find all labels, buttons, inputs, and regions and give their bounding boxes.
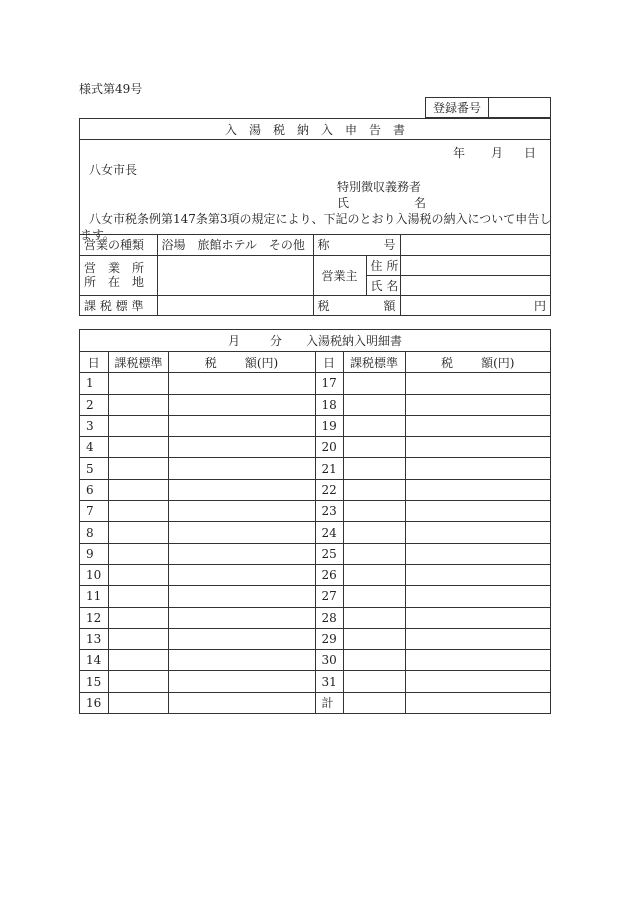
business-name-label xyxy=(313,235,400,255)
tax-amount-input-right[interactable] xyxy=(405,501,550,522)
tax-amount-input-left[interactable] xyxy=(168,415,315,436)
tax-amount-input-right[interactable] xyxy=(405,650,550,671)
table-row xyxy=(80,650,550,671)
owner-address-field[interactable] xyxy=(400,255,550,275)
tax-base-input-left[interactable] xyxy=(108,501,168,522)
tax-amount-input-right[interactable] xyxy=(405,479,550,500)
header-tax-amount-right xyxy=(405,352,550,373)
tax-amount-input-right[interactable] xyxy=(405,564,550,585)
owner-label: 営業主 xyxy=(313,255,366,295)
business-location-line-2: 所 在 地 xyxy=(84,275,145,289)
year-label: 年 xyxy=(453,146,466,160)
tax-amount-input-right[interactable] xyxy=(405,437,550,458)
day-right: 計 xyxy=(315,692,343,713)
tax-amount-label-left: 税 xyxy=(317,299,330,314)
tax-amount-input-right[interactable] xyxy=(405,373,550,394)
day-left: 5 xyxy=(80,458,108,479)
day-left: 2 xyxy=(80,394,108,415)
day-right: 30 xyxy=(315,650,343,671)
day-left: 15 xyxy=(80,671,108,692)
day-right: 24 xyxy=(315,522,343,543)
table-row xyxy=(80,415,550,436)
declaration-title: 入 湯 税 納 入 申 告 書 xyxy=(80,119,550,140)
declaration-header xyxy=(80,140,552,242)
tax-amount-input-left[interactable] xyxy=(168,607,315,628)
day-left: 7 xyxy=(80,501,108,522)
tax-amount-input-left[interactable] xyxy=(168,564,315,585)
tax-base-input-right[interactable] xyxy=(343,437,405,458)
tax-base-input-right[interactable] xyxy=(343,501,405,522)
tax-base-input-right[interactable] xyxy=(343,586,405,607)
tax-base-input-left[interactable] xyxy=(108,458,168,479)
tax-base-input-left[interactable] xyxy=(108,564,168,585)
tax-amount-input-left[interactable] xyxy=(168,628,315,649)
owner-address-label: 住 所 xyxy=(366,255,400,275)
tax-base-input-right[interactable] xyxy=(343,522,405,543)
tax-base-input-left[interactable] xyxy=(108,650,168,671)
day-left: 1 xyxy=(80,373,108,394)
tax-amount-input-left[interactable] xyxy=(168,501,315,522)
tax-amount-label xyxy=(313,295,400,316)
tax-amount-input-left[interactable] xyxy=(168,437,315,458)
day-left: 12 xyxy=(80,607,108,628)
tax-amount-input-left[interactable] xyxy=(168,671,315,692)
header-tax-left-1: 税 xyxy=(204,355,217,370)
business-name-label-left: 称 xyxy=(317,238,330,253)
table-row xyxy=(80,479,550,500)
tax-amount-input-right[interactable] xyxy=(405,415,550,436)
business-name-label-right: 号 xyxy=(383,238,396,253)
tax-base-input-right[interactable] xyxy=(343,671,405,692)
table-row xyxy=(80,671,550,692)
owner-name-field[interactable] xyxy=(400,275,550,295)
table-row xyxy=(80,628,550,649)
tax-base-input-right[interactable] xyxy=(343,564,405,585)
day-right: 17 xyxy=(315,373,343,394)
tax-base-input-right[interactable] xyxy=(343,650,405,671)
tax-base-input-left[interactable] xyxy=(108,437,168,458)
daily-statement-title xyxy=(80,330,550,352)
addressee: 八女市長 xyxy=(89,163,138,177)
business-name-field[interactable] xyxy=(400,235,550,255)
day-left: 16 xyxy=(80,692,108,713)
tax-base-input-left[interactable] xyxy=(108,522,168,543)
tax-amount-input-right[interactable] xyxy=(405,586,550,607)
tax-base-input-right[interactable] xyxy=(343,458,405,479)
tax-amount-input-right[interactable] xyxy=(405,692,550,713)
business-type-options[interactable]: 浴場 旅館ホテル その他 xyxy=(157,235,313,255)
tax-base-label: 課 税 標 準 xyxy=(80,295,157,316)
tax-base-input-right[interactable] xyxy=(343,607,405,628)
daily-statement-table xyxy=(80,352,550,713)
obligor-label: 特別徴収義務者 xyxy=(337,180,422,194)
table-row xyxy=(80,373,550,394)
tax-base-input-right[interactable] xyxy=(343,543,405,564)
day-right: 23 xyxy=(315,501,343,522)
title-text: 入湯税納入明細書 xyxy=(306,334,403,348)
header-tax-base-left: 課税標準 xyxy=(108,352,168,373)
tax-base-input-left[interactable] xyxy=(108,586,168,607)
form-number: 様式第49号 xyxy=(79,82,143,96)
tax-base-input-right[interactable] xyxy=(343,373,405,394)
tax-base-input-left[interactable] xyxy=(108,543,168,564)
tax-amount-input-right[interactable] xyxy=(405,522,550,543)
table-row xyxy=(80,586,550,607)
table-row xyxy=(80,394,550,415)
statement-line-2: ます。 xyxy=(80,228,116,242)
business-info-table xyxy=(80,235,550,316)
tax-base-input-left[interactable] xyxy=(108,628,168,649)
table-row xyxy=(80,522,550,543)
table-row xyxy=(80,607,550,628)
tax-base-input-right[interactable] xyxy=(343,479,405,500)
tax-base-input-left[interactable] xyxy=(108,415,168,436)
header-day-left: 日 xyxy=(80,352,108,373)
tax-amount-input-left[interactable] xyxy=(168,458,315,479)
table-row xyxy=(80,543,550,564)
day-right: 27 xyxy=(315,586,343,607)
registration-number-field[interactable] xyxy=(489,98,550,117)
tax-amount-input-left[interactable] xyxy=(168,650,315,671)
tax-amount-input-left[interactable] xyxy=(168,692,315,713)
tax-base-input-right[interactable] xyxy=(343,394,405,415)
tax-base-field[interactable] xyxy=(157,295,313,316)
day-left: 6 xyxy=(80,479,108,500)
tax-amount-input-left[interactable] xyxy=(168,479,315,500)
day-right: 28 xyxy=(315,607,343,628)
tax-amount-field[interactable] xyxy=(400,295,550,316)
header-tax-right-2: 額(円) xyxy=(481,355,515,370)
day-left: 11 xyxy=(80,586,108,607)
header-tax-right-1: 税 xyxy=(441,355,454,370)
table-row xyxy=(80,692,550,713)
business-location-line-1: 営 業 所 xyxy=(84,261,145,275)
business-location-label xyxy=(80,255,157,295)
tax-base-input-left[interactable] xyxy=(108,671,168,692)
day-right: 25 xyxy=(315,543,343,564)
tax-base-input-left[interactable] xyxy=(108,692,168,713)
table-row xyxy=(80,458,550,479)
day-left: 8 xyxy=(80,522,108,543)
tax-amount-input-right[interactable] xyxy=(405,671,550,692)
header-tax-left-2: 額(円) xyxy=(244,355,279,370)
table-row xyxy=(80,437,550,458)
day-right: 26 xyxy=(315,564,343,585)
tax-amount-input-left[interactable] xyxy=(168,543,315,564)
statement-line-1: 八女市税条例第147条第3項の規定により、下記のとおり入湯税の納入について申告し xyxy=(89,212,552,226)
tax-base-input-right[interactable] xyxy=(343,628,405,649)
header-tax-amount-left xyxy=(168,352,315,373)
day-left: 13 xyxy=(80,628,108,649)
header-tax-base-right: 課税標準 xyxy=(343,352,405,373)
tax-base-input-right[interactable] xyxy=(343,415,405,436)
tax-base-input-right[interactable] xyxy=(343,692,405,713)
declaration-form xyxy=(79,118,551,316)
tax-amount-input-right[interactable] xyxy=(405,394,550,415)
day-right: 31 xyxy=(315,671,343,692)
day-left: 4 xyxy=(80,437,108,458)
owner-name-label: 氏 名 xyxy=(366,275,400,295)
day-right: 20 xyxy=(315,437,343,458)
day-left: 9 xyxy=(80,543,108,564)
obligor-name-left: 氏 xyxy=(337,196,350,210)
month-label: 月 xyxy=(491,146,504,160)
business-type-label: 営業の種類 xyxy=(80,235,157,255)
table-row xyxy=(80,501,550,522)
registration-label: 登録番号 xyxy=(426,98,489,117)
registration-box xyxy=(425,97,551,118)
tax-base-input-left[interactable] xyxy=(108,373,168,394)
tax-base-input-left[interactable] xyxy=(108,394,168,415)
tax-amount-input-left[interactable] xyxy=(168,522,315,543)
day-right: 18 xyxy=(315,394,343,415)
tax-amount-input-right[interactable] xyxy=(405,543,550,564)
tax-amount-input-right[interactable] xyxy=(405,458,550,479)
yen-unit: 円 xyxy=(533,299,546,314)
day-label: 日 xyxy=(524,146,537,160)
title-part: 分 xyxy=(269,334,282,348)
day-right: 21 xyxy=(315,458,343,479)
tax-amount-input-right[interactable] xyxy=(405,628,550,649)
tax-base-input-left[interactable] xyxy=(108,607,168,628)
tax-amount-input-left[interactable] xyxy=(168,586,315,607)
day-right: 19 xyxy=(315,415,343,436)
title-month: 月 xyxy=(227,334,240,348)
tax-base-input-left[interactable] xyxy=(108,479,168,500)
tax-amount-input-left[interactable] xyxy=(168,394,315,415)
day-right: 29 xyxy=(315,628,343,649)
tax-amount-input-right[interactable] xyxy=(405,607,550,628)
table-row xyxy=(80,564,550,585)
day-right: 22 xyxy=(315,479,343,500)
day-left: 3 xyxy=(80,415,108,436)
tax-amount-label-right: 額 xyxy=(383,299,396,314)
daily-statement xyxy=(79,329,551,714)
day-left: 10 xyxy=(80,564,108,585)
business-location-field[interactable] xyxy=(157,255,313,295)
header-day-right: 日 xyxy=(315,352,343,373)
obligor-name-right: 名 xyxy=(414,196,427,210)
tax-amount-input-left[interactable] xyxy=(168,373,315,394)
day-left: 14 xyxy=(80,650,108,671)
